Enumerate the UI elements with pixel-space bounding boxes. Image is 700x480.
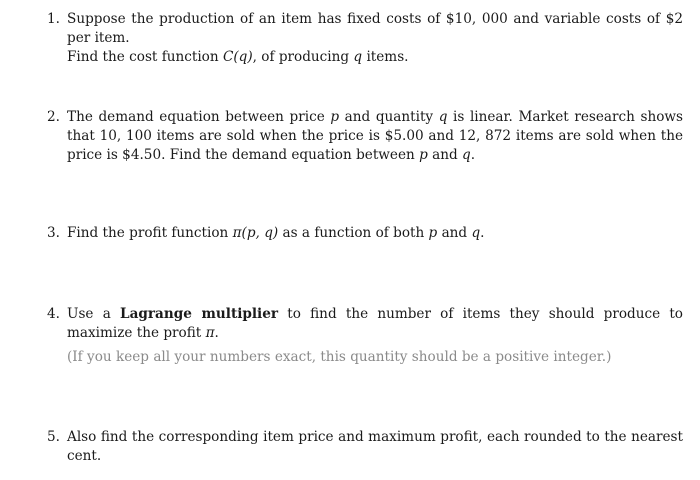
math-variable: q <box>462 147 471 163</box>
math-variable: p <box>419 147 428 163</box>
problem-text-segment: is linear. Market research shows that 10, 100 items are sold when the price is $5.00 and 12, 872 items are sold when the price is $4.50. Find the demand equation between <box>67 109 684 163</box>
math-variable: π <box>205 325 215 341</box>
problem-text-segment: items. <box>362 49 409 65</box>
problem-text-segment: and <box>437 225 472 241</box>
problem-text-segment: and <box>427 147 462 163</box>
problem-text-segment: Find the cost function <box>67 49 223 65</box>
problem-text-segment: as a function of both <box>278 225 429 241</box>
math-variable: q <box>471 225 481 241</box>
problem-1 <box>47 10 683 67</box>
problem-text-segment: . <box>470 147 476 163</box>
problem-number: 4. <box>47 306 60 322</box>
bold-term: Lagrange multiplier <box>120 306 279 322</box>
problem-text <box>67 10 683 67</box>
problem-text-segment: The demand equation between price <box>67 109 331 125</box>
math-variable: q <box>438 109 448 125</box>
problem-hint: (If you keep all your numbers exact, this quantity should be a positive integer.) <box>67 349 612 365</box>
problem-number: 1. <box>47 11 60 27</box>
math-variable: p <box>330 109 340 125</box>
problem-text-segment: Find the profit function <box>67 225 233 241</box>
problem-text-segment: to find the number of items they should produce to maximize the profit <box>67 306 683 341</box>
problem-text <box>67 305 683 343</box>
problem-number: 3. <box>47 225 60 241</box>
problem-5 <box>47 428 683 466</box>
problem-text <box>67 108 683 165</box>
problem-text-segment: . <box>480 225 485 241</box>
problem-2 <box>47 108 683 165</box>
problem-number: 5. <box>47 429 60 445</box>
problem-3 <box>47 224 683 243</box>
problem-4 <box>47 305 683 367</box>
problem-text-segment: . <box>214 325 219 341</box>
math-variable: q <box>353 49 363 65</box>
problem-text: Also find the corresponding item price and maximum profit, each rounded to the nearest cent. <box>67 429 683 464</box>
math-variable: p <box>428 225 438 241</box>
problem-text-segment: and quantity <box>339 109 439 125</box>
problem-text-segment: , of producing <box>252 49 354 65</box>
math-expression: π(p, q) <box>232 225 279 241</box>
problem-text-segment: Suppose the production of an item has fixed costs of $10, 000 and variable costs of $2 per item. <box>67 11 683 46</box>
math-expression: C(q) <box>222 49 253 65</box>
problem-text <box>67 224 683 243</box>
problem-number: 2. <box>47 109 60 125</box>
problem-text-segment: Use a <box>67 306 121 322</box>
